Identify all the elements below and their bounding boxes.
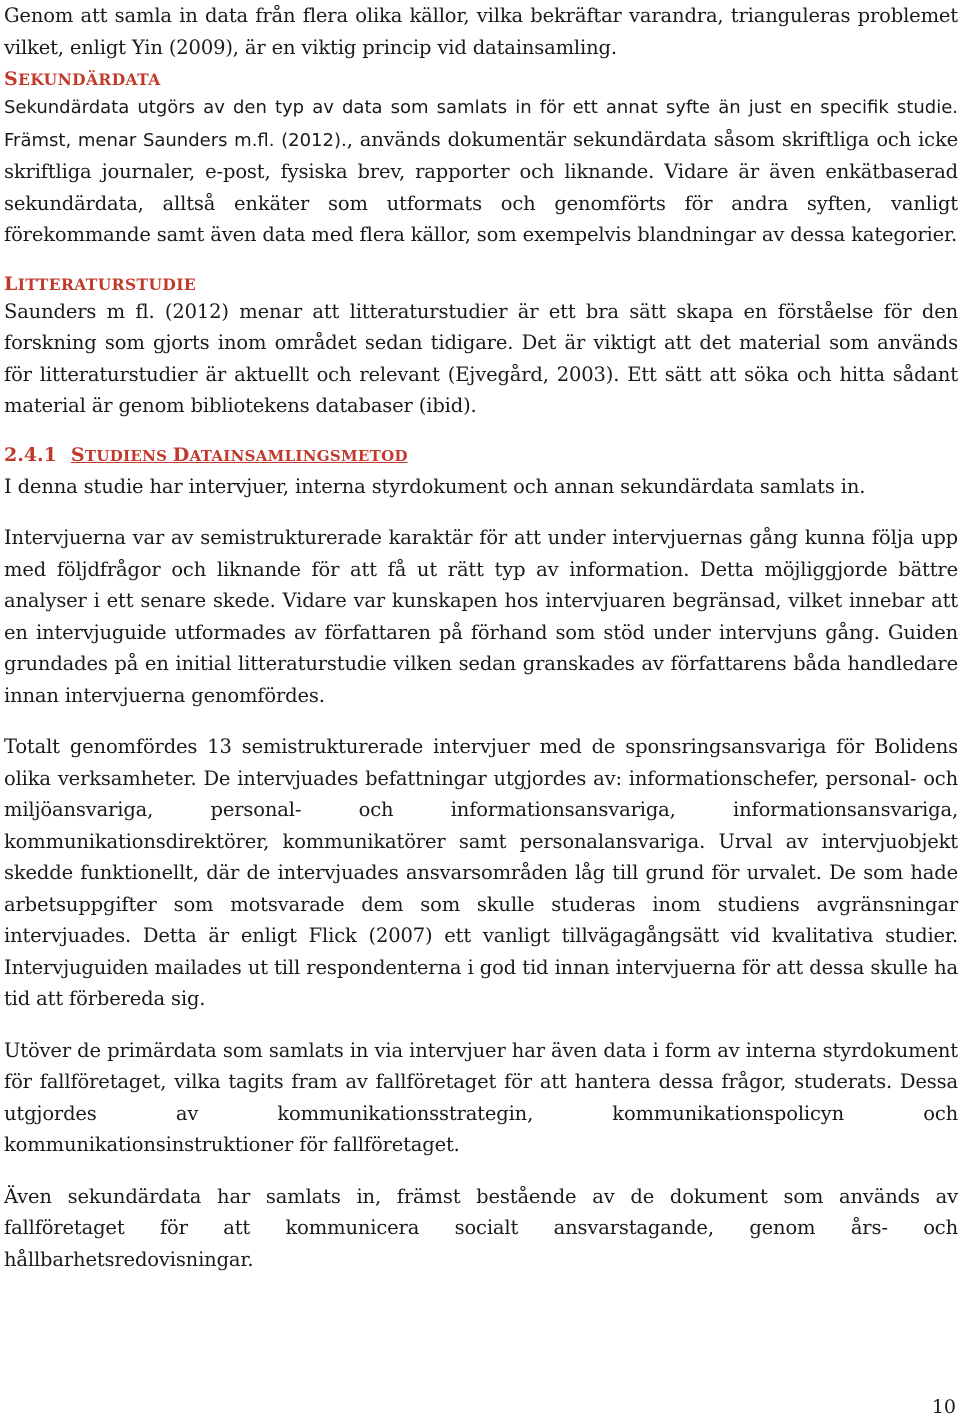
paragraph-sekundardata [4,91,958,251]
section-title-initial: S [70,443,85,466]
paragraph-triangulation: Genom att samla in data från flera olika källor, vilka bekräftar varandra, trianguleras problemet vilket, enligt Yin (2009), är en viktig princip vid datainsamling. [4,4,958,59]
paragraph-litteraturstudie: Saunders m fl. (2012) menar att litteraturstudier är ett bra sätt skapa en förståelse för den forskning som gjorts inom området sedan tidigare. Det är viktigt att det material som används för litteraturstudier är aktuellt och relevant (Ejvegård, 2003). Ett sätt att söka och hitta sådant material är genom bibliotekens databaser (ibid). [4,299,958,417]
section-title-initial: D [172,443,190,466]
paragraph-sekundardata-insamling: Även sekundärdata har samlats in, främst bestående av de dokument som används av fallföretaget för att kommunicera socialt ansvarstagande, genom års- och hållbarhetsredovisningar. [4,1184,958,1271]
heading-rest: ITTERATURSTUDIE [17,274,197,294]
section-title-word: ATAINSAMLINGSMETOD [189,446,408,465]
paragraph-sekundardata-lead: Sekundärdata utgörs av den typ av data som samlats in för ett annat syfte än just en specifik studie. Främst, menar Saunders m.fl. (2012). [4,97,958,151]
heading-initial: L [4,272,18,295]
paragraph-styrdokument: Utöver de primärdata som samlats in via intervjuer har även data i form av interna styrdokument för fallföretaget, vilka tagits fram av fallföretaget för att hantera dessa frågor, studerats. Dessa utgjordes av kommunikationsstrategin, kommunikationspolicyn och kommunikationsinstruktioner för fallföretaget. [4,1038,958,1156]
page-number: 10 [931,1396,956,1418]
heading-initial: S [4,68,19,90]
document-page [4,0,958,1275]
paragraph-intro: I denna studie har intervjuer, interna styrdokument och annan sekundärdata samlats in. [4,474,866,498]
section-title [70,443,408,466]
section-title-word: TUDIENS [84,446,173,465]
heading-sekundardata [4,68,958,91]
paragraph-sekundardata-body: , används dokumentär sekundärdata såsom skriftliga och icke skriftliga journaler, e-post, fysiska brev, rapporter och liknande. Vidare är även enkätbaserad sekundärdata, alltså enkäter som utformats och genomförts för andra syften, vanligt förekommande samt även data med flera källor, som exempelvis blandningar av dessa kategorier. [4,127,958,246]
heading-rest: EKUNDÄRDATA [18,70,161,89]
section-heading [4,440,958,471]
paragraph-intervjuer: Intervjuerna var av semistrukturerade karaktär för att under intervjuernas gång kunna följa upp med följdfrågor och liknande för att få ut rätt typ av information. Detta möjliggjorde bättre analyser i ett senare skede. Vidare var kunskapen hos intervjuaren begränsad, vilket innebar att en intervjuguide utformades av författaren på förhand som stöd under intervjuns gång. Guiden grundades på en initial litteraturstudie vilken sedan granskades av författarens båda handledare innan intervjuerna genomfördes. [4,526,958,707]
section-number: 2.4.1 [4,443,57,466]
paragraph-urval: Totalt genomfördes 13 semistrukturerade intervjuer med de sponsringsansvariga för Bolidens olika verksamheter. De intervjuades befattningar utgjordes av: informationschefer, personal- och miljöansvariga, personal- och informationsansvariga, informationsansvariga, kommunikationsdirektörer, kommunikatörer samt personalansvariga. Urval av intervjuobjekt skedde funktionellt, där de intervjuades ansvarsområden låg till grund för urvalet. De som hade arbetsuppgifter som motsvarade dem som skulle studeras inom studiens avgränsningar intervjuades. Detta är enligt Flick (2007) ett vanligt tillvägagångsätt vid kvalitativa studier. Intervjuguiden mailades ut till respondenterna i god tid innan intervjuerna för att dessa skulle ha tid att förbereda sig. [4,735,958,1010]
heading-litteraturstudie [4,273,958,296]
